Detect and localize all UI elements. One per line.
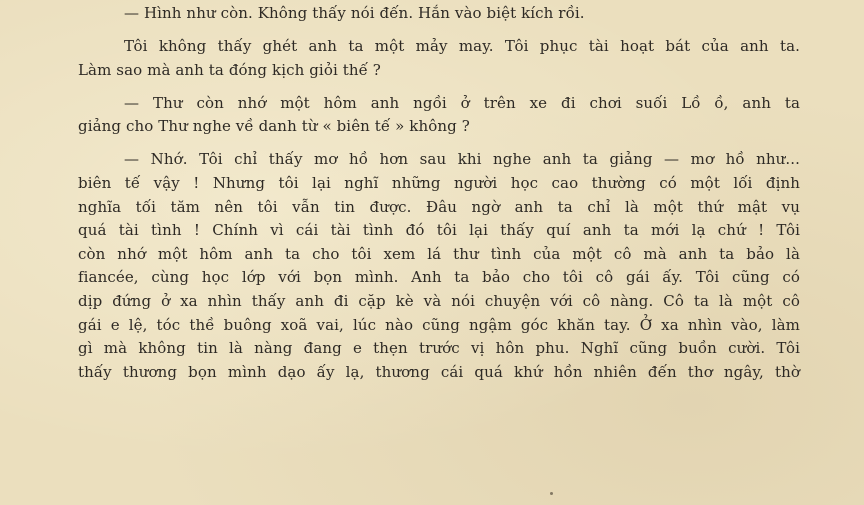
text-line: quá tài tình ! Chính vì cái tài tình đó tôi lại thấy quí anh ta mới lạ chứ ! Tôi bbox=[78, 221, 800, 240]
paragraph-1 bbox=[78, 2, 800, 26]
text-line: Tôi không thấy ghét anh ta một mảy may. Tôi phục tài hoạt bát của anh ta. bbox=[124, 37, 800, 56]
text-line: còn nhớ một hôm anh ta cho tôi xem lá thư tình của một cô mà anh ta bảo là bbox=[78, 244, 800, 263]
paper-speck bbox=[550, 492, 553, 495]
text-line: dịp đứng ở xa nhìn thấy anh đi cặp kè và nói chuyện với cô nàng. Cô ta là một cô bbox=[78, 292, 800, 311]
paragraph-2 bbox=[78, 35, 800, 82]
paragraph-3 bbox=[78, 92, 800, 139]
text-line: nghĩa tối tăm nên tôi vẫn tin được. Đâu ngờ anh ta chỉ là một thứ mật vụ bbox=[78, 197, 800, 216]
text-line: — Hình như còn. Không thấy nói đến. Hắn vào biệt kích rồi. bbox=[124, 4, 585, 22]
text-line: thấy thương bọn mình dạo ấy lạ, thương cái quá khứ hồn nhiên đến thơ ngây, thờ bbox=[78, 362, 800, 381]
text-line: — Thư còn nhớ một hôm anh ngồi ở trên xe đi chơi suối Lồ ồ, anh ta bbox=[124, 93, 800, 112]
text-line: biên tế vậy ! Nhưng tôi lại nghĩ những người học cao thường có một lối định bbox=[78, 174, 800, 193]
text-line: giảng cho Thư nghe về danh từ « biên tế » không ? bbox=[78, 117, 470, 136]
text-line: Làm sao mà anh ta đóng kịch giỏi thế ? bbox=[78, 60, 381, 79]
text-line: gì mà không tin là nàng đang e thẹn trước vị hôn phu. Nghĩ cũng buồn cười. Tôi bbox=[78, 339, 800, 358]
text-line: — Nhớ. Tôi chỉ thấy mơ hồ hơn sau khi nghe anh ta giảng — mơ hồ như... bbox=[124, 150, 800, 169]
text-line: gái e lệ, tóc thề buông xoã vai, lúc nào cũng ngậm góc khăn tay. Ở xa nhìn vào, làm bbox=[78, 315, 800, 334]
text-line: fiancée, cùng học lớp với bọn mình. Anh ta bảo cho tôi cô gái ấy. Tôi cũng có bbox=[78, 268, 800, 287]
page-text bbox=[78, 2, 800, 384]
paragraph-4 bbox=[78, 148, 800, 384]
